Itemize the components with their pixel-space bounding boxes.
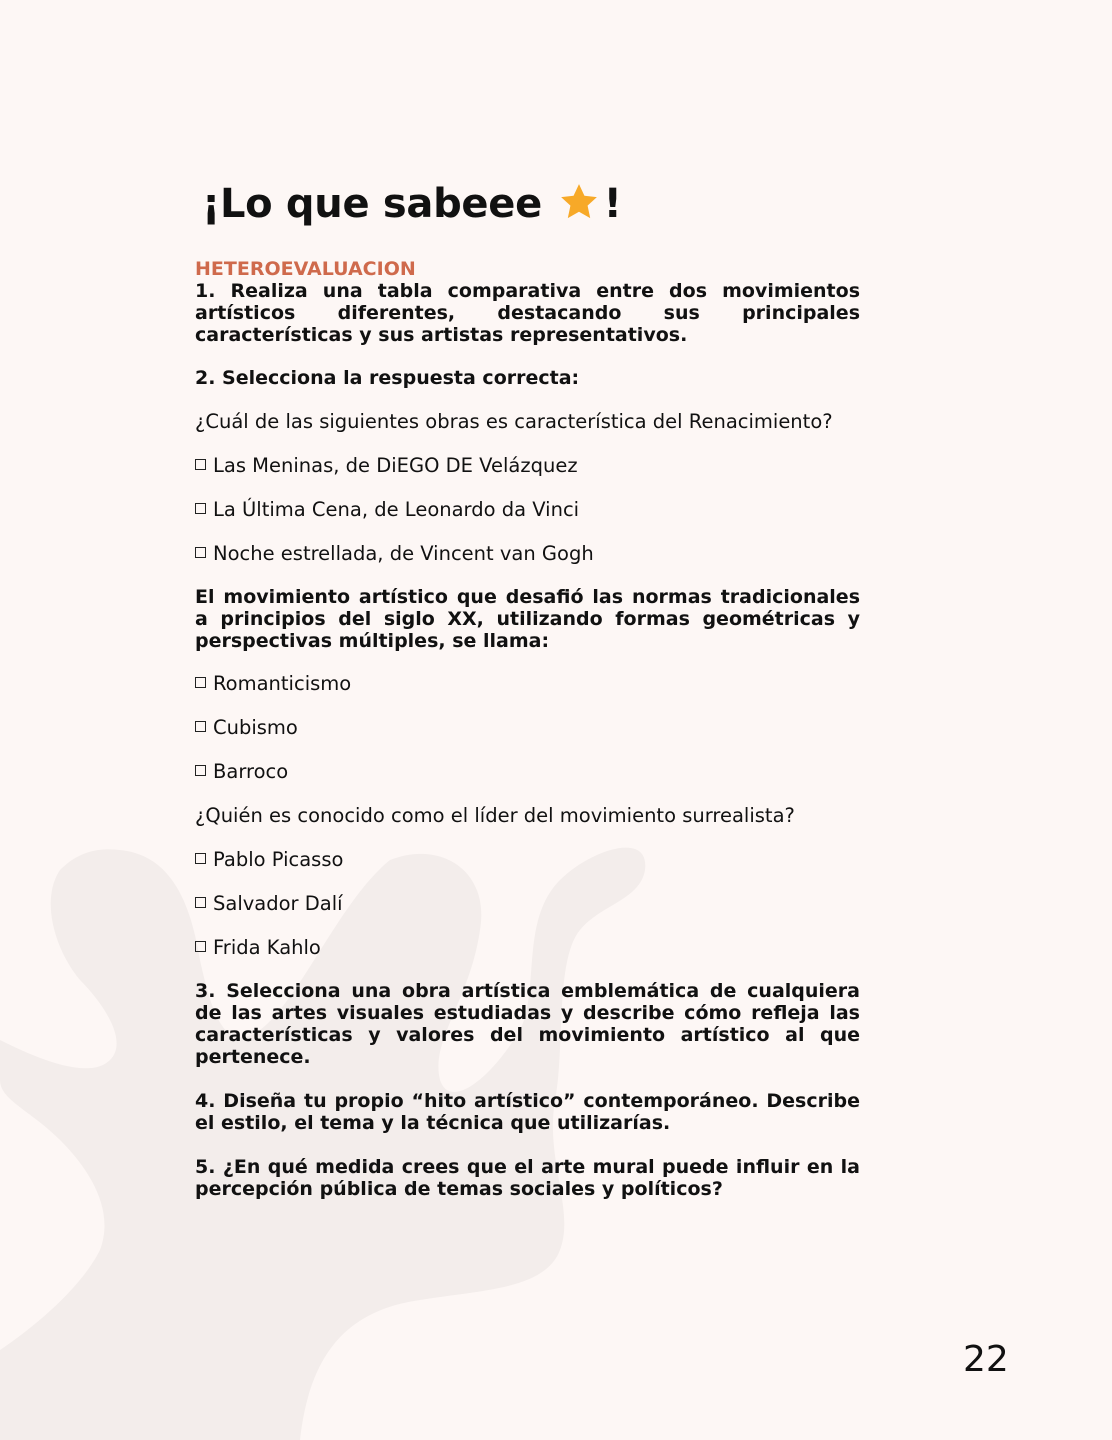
checkbox-icon[interactable] (195, 721, 206, 732)
option-pablo-picasso[interactable]: Pablo Picasso (195, 848, 860, 872)
checkbox-icon[interactable] (195, 547, 206, 558)
checkbox-icon[interactable] (195, 941, 206, 952)
option-noche-estrellada[interactable]: Noche estrellada, de Vincent van Gogh (195, 542, 860, 566)
option-romanticismo[interactable]: Romanticismo (195, 672, 860, 696)
question-2-heading: 2. Selecciona la respuesta correcta: (195, 367, 580, 389)
option-salvador-dali[interactable]: Salvador Dalí (195, 892, 860, 916)
option-las-meninas[interactable]: Las Meninas, de DiEGO DE Velázquez (195, 454, 860, 478)
question-3: 3. Selecciona una obra artística emblemática de cualquiera de las artes visuales estudiadas y describe cómo refleja las características y valores del movimiento artístico al que pertenece. (195, 980, 860, 1068)
page-number: 22 (963, 1339, 1009, 1380)
option-barroco[interactable]: Barroco (195, 760, 860, 784)
question-renacimiento: ¿Cuál de las siguientes obras es característica del Renacimiento? (195, 410, 833, 433)
option-frida-kahlo[interactable]: Frida Kahlo (195, 936, 860, 960)
checkbox-icon[interactable] (195, 765, 206, 776)
checkbox-icon[interactable] (195, 677, 206, 688)
section-label: HETEROEVALUACION (195, 258, 416, 280)
title-exclamation: ! (603, 181, 622, 227)
checkbox-icon[interactable] (195, 503, 206, 514)
star-icon (558, 181, 600, 223)
checkbox-icon[interactable] (195, 459, 206, 470)
checkbox-icon[interactable] (195, 853, 206, 864)
title-text: ¡Lo que sabeee (202, 181, 542, 227)
checkbox-icon[interactable] (195, 897, 206, 908)
page-title (202, 176, 622, 232)
option-ultima-cena[interactable]: La Última Cena, de Leonardo da Vinci (195, 498, 860, 522)
question-1: 1. Realiza una tabla comparativa entre dos movimientos artísticos diferentes, destacando sus principales características y sus artistas representativos. (195, 280, 860, 346)
question-surrealismo: ¿Quién es conocido como el líder del movimiento surrealista? (195, 804, 795, 827)
worksheet-content (195, 258, 860, 1200)
question-movimiento: El movimiento artístico que desafió las normas tradicionales a principios del siglo XX, utilizando formas geométricas y perspectivas múltiples, se llama: (195, 586, 860, 652)
question-5: 5. ¿En qué medida crees que el arte mural puede influir en la percepción pública de temas sociales y políticos? (195, 1156, 860, 1200)
question-4: 4. Diseña tu propio “hito artístico” contemporáneo. Describe el estilo, el tema y la técnica que utilizarías. (195, 1090, 860, 1134)
option-cubismo[interactable]: Cubismo (195, 716, 860, 740)
